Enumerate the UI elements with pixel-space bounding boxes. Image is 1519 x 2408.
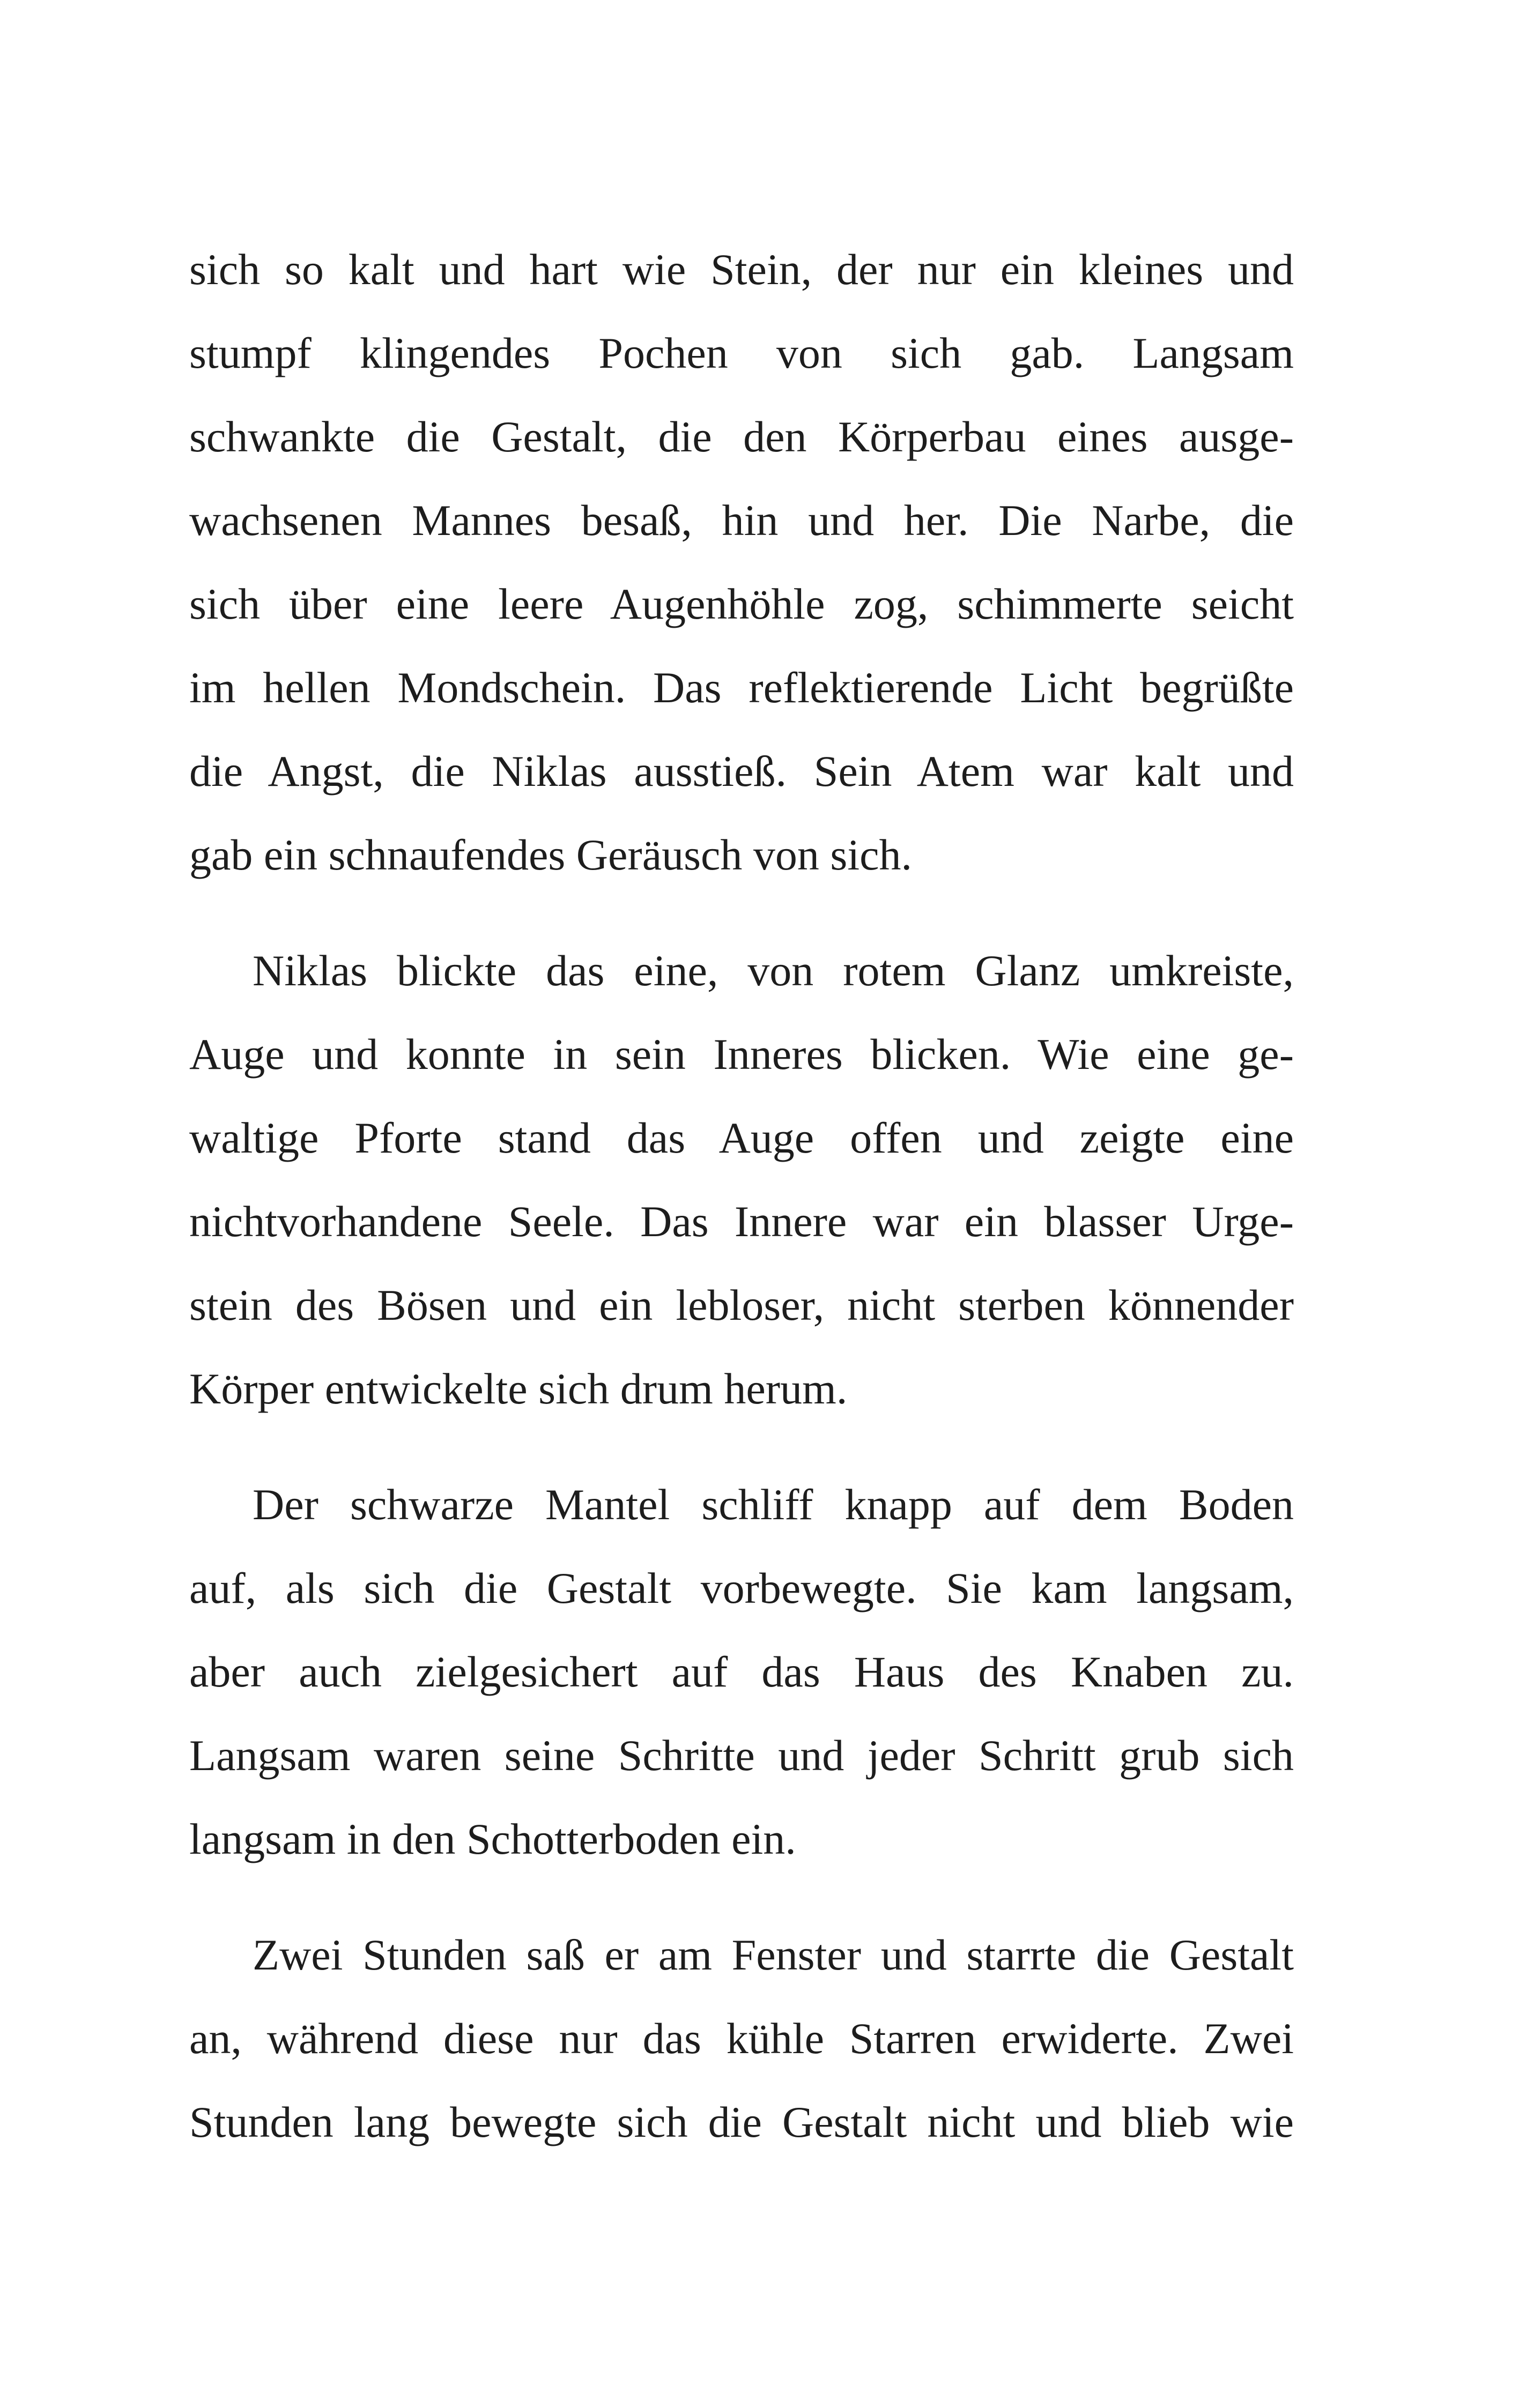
paragraph-4	[189, 1913, 1294, 2164]
paragraph-1	[189, 228, 1294, 897]
text-line: gab ein schnaufendes Geräusch von sich.	[189, 830, 912, 879]
text-line: Zwei Stunden saß er am Fenster und starrte die Gestalt	[253, 1930, 1294, 1979]
paragraph-2	[189, 929, 1294, 1431]
text-line: Der schwarze Mantel schliff knapp auf dem Boden	[253, 1480, 1294, 1529]
text-line: Langsam waren seine Schritte und jeder Schritt grub sich	[189, 1731, 1294, 1780]
text-line: sich so kalt und hart wie Stein, der nur ein kleines und	[189, 245, 1294, 294]
text-line: sich über eine leere Augenhöhle zog, schimmerte seicht	[189, 579, 1294, 628]
paragraph-3	[189, 1463, 1294, 1881]
text-line: Körper entwickelte sich drum herum.	[189, 1364, 848, 1413]
text-line: Stunden lang bewegte sich die Gestalt nicht und blieb wie	[189, 2098, 1294, 2146]
text-line: stumpf klingendes Pochen von sich gab. Langsam	[189, 329, 1294, 377]
text-line: waltige Pforte stand das Auge offen und zeigte eine	[189, 1113, 1294, 1162]
text-line: an, während diese nur das kühle Starren erwiderte. Zwei	[189, 2014, 1294, 2063]
text-line: Auge und konnte in sein Inneres blicken. Wie eine ge-	[189, 1030, 1294, 1079]
text-line: die Angst, die Niklas ausstieß. Sein Atem war kalt und	[189, 747, 1294, 796]
text-line: stein des Bösen und ein lebloser, nicht sterben könnender	[189, 1281, 1294, 1329]
text-line: aber auch zielgesichert auf das Haus des Knaben zu.	[189, 1647, 1294, 1696]
text-line: wachsenen Mannes besaß, hin und her. Die Narbe, die	[189, 496, 1294, 545]
text-line: im hellen Mondschein. Das reflektierende Licht begrüßte	[189, 663, 1294, 712]
text-line: schwankte die Gestalt, die den Körperbau eines ausge-	[189, 412, 1294, 461]
text-line: langsam in den Schotterboden ein.	[189, 1815, 796, 1863]
text-line: nichtvorhandene Seele. Das Innere war ein blasser Urge-	[189, 1197, 1294, 1246]
body-text	[189, 228, 1294, 2164]
text-line: auf, als sich die Gestalt vorbewegte. Sie kam langsam,	[189, 1564, 1294, 1612]
text-line: Niklas blickte das eine, von rotem Glanz umkreiste,	[253, 946, 1294, 995]
